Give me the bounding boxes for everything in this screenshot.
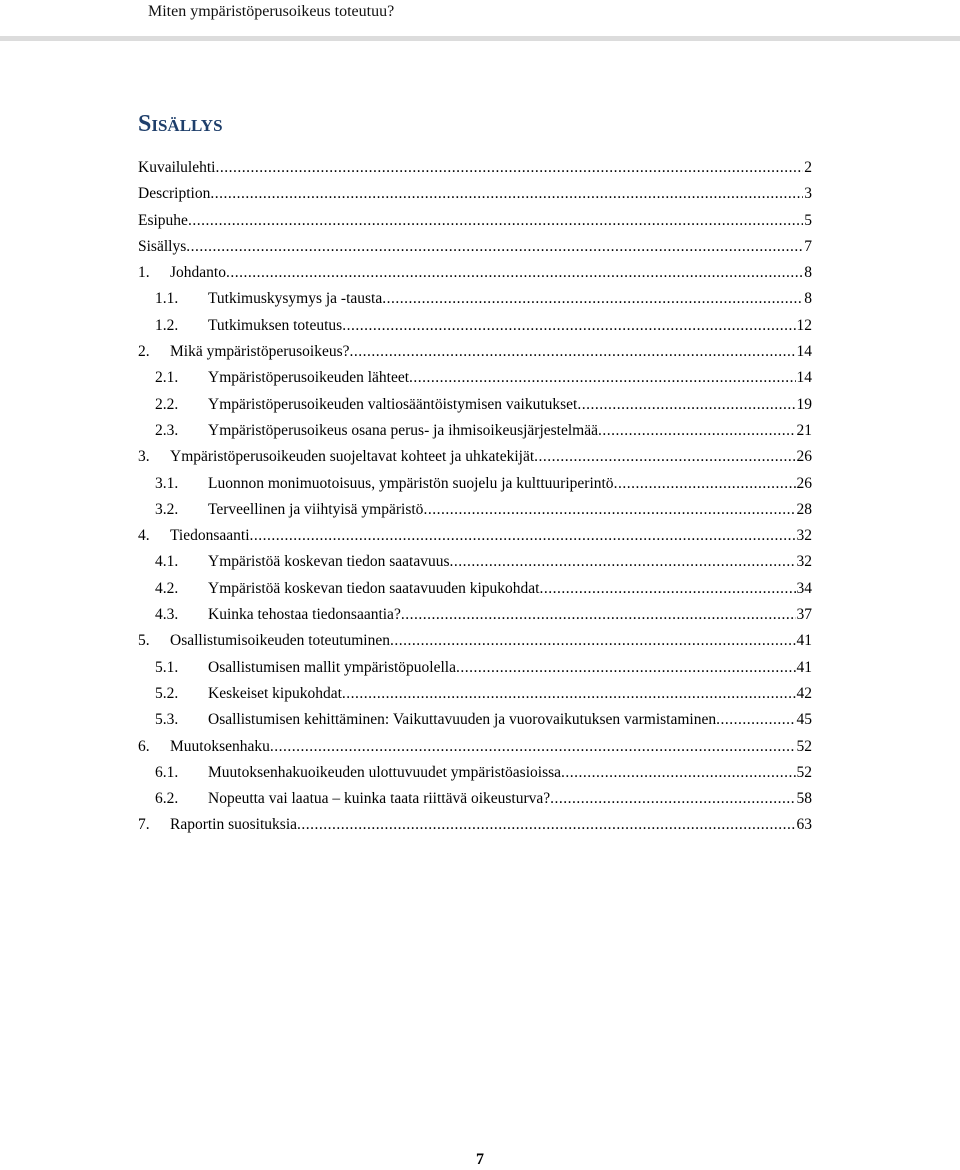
toc-entry-page[interactable]: 12 — [796, 316, 812, 334]
toc-entry[interactable] — [138, 497, 812, 523]
toc-entry[interactable] — [138, 418, 812, 444]
toc-entry[interactable] — [138, 471, 812, 497]
toc-entry-page[interactable]: 7 — [804, 237, 812, 255]
toc-entry-title[interactable]: Johdanto — [170, 264, 226, 282]
toc-entry-page[interactable]: 19 — [796, 395, 812, 413]
toc-entry-page[interactable]: 63 — [796, 816, 812, 834]
toc-entry-title[interactable]: Esipuhe — [138, 211, 188, 229]
toc-entry-title[interactable]: Tutkimuskysymys ja -tausta — [208, 290, 383, 308]
toc-entry[interactable] — [138, 260, 812, 286]
header-divider — [0, 36, 960, 41]
toc-heading: Sisällys — [138, 111, 223, 137]
toc-entry[interactable] — [138, 681, 812, 707]
toc-entry-title[interactable]: Ympäristöä koskevan tiedon saatavuuden kipukohdat — [208, 579, 540, 597]
toc-entry-number: 2. — [138, 343, 150, 361]
toc-entry-page[interactable]: 8 — [804, 290, 812, 308]
toc-entry-title[interactable]: Kuinka tehostaa tiedonsaantia? — [208, 606, 401, 624]
toc-entry-page[interactable]: 3 — [804, 185, 812, 203]
toc-entry-page[interactable]: 5 — [804, 211, 812, 229]
toc-entry-title[interactable]: Ympäristöperusoikeuden suojeltavat kohteet ja uhkatekijät — [170, 448, 535, 466]
toc-entry[interactable] — [138, 786, 812, 812]
toc-entry-number: 1. — [138, 264, 150, 282]
toc-entry-title[interactable]: Mikä ympäristöperusoikeus? — [170, 343, 350, 361]
toc-entry[interactable] — [138, 181, 812, 207]
toc-entry-number: 7. — [138, 816, 150, 834]
toc-entry-title[interactable]: Osallistumisen mallit ympäristöpuolella — [208, 658, 456, 676]
dot-leader — [342, 313, 795, 339]
dot-leader — [390, 628, 796, 654]
toc-entry-title[interactable]: Ympäristöä koskevan tiedon saatavuus — [208, 553, 450, 571]
dot-leader — [716, 707, 795, 733]
toc-entry[interactable] — [138, 234, 812, 260]
toc-entry[interactable] — [138, 655, 812, 681]
toc-entry-number: 6.1. — [155, 763, 179, 781]
toc-entry-page[interactable]: 32 — [796, 553, 812, 571]
toc-entry-number: 3.2. — [155, 500, 179, 518]
toc-entry[interactable] — [138, 365, 812, 391]
toc-entry[interactable] — [138, 760, 812, 786]
toc-entry-number: 1.1. — [155, 290, 179, 308]
toc-entry-title[interactable]: Muutoksenhakuoikeuden ulottuvuudet ympäristöasioissa — [208, 763, 562, 781]
toc-entry[interactable] — [138, 549, 812, 575]
dot-leader — [423, 497, 795, 523]
dot-leader — [456, 655, 796, 681]
running-header: Miten ympäristöperusoikeus toteutuu? — [148, 3, 395, 20]
toc-entry-title[interactable]: Nopeutta vai laatua – kuinka taata riittävä oikeusturva? — [208, 790, 551, 808]
toc-entry-page[interactable]: 8 — [804, 264, 812, 282]
toc-entry[interactable] — [138, 523, 812, 549]
toc-entry[interactable] — [138, 602, 812, 628]
toc-entry-number: 1.2. — [155, 316, 179, 334]
toc-entry-page[interactable]: 52 — [796, 763, 812, 781]
dot-leader — [186, 234, 803, 260]
dot-leader — [216, 155, 804, 181]
toc-entry-title[interactable]: Tutkimuksen toteutus — [208, 316, 343, 334]
toc-entry-title[interactable]: Osallistumisen kehittäminen: Vaikuttavuuden ja vuorovaikutuksen varmistaminen — [208, 711, 717, 729]
toc-entry-page[interactable]: 41 — [796, 632, 812, 650]
toc-entry-page[interactable]: 42 — [796, 684, 812, 702]
toc-entry-title[interactable]: Raportin suosituksia — [170, 816, 298, 834]
toc-entry[interactable] — [138, 155, 812, 181]
dot-leader — [561, 760, 795, 786]
dot-leader — [226, 260, 803, 286]
toc-entry-title[interactable]: Ympäristöperusoikeuden lähteet — [208, 369, 410, 387]
toc-entry-page[interactable]: 14 — [796, 343, 812, 361]
dot-leader — [534, 444, 795, 470]
toc-entry-page[interactable]: 32 — [796, 527, 812, 545]
toc-entry-number: 2.2. — [155, 395, 179, 413]
toc-entry-number: 4.2. — [155, 579, 179, 597]
toc-entry[interactable] — [138, 576, 812, 602]
toc-entry-number: 3.1. — [155, 474, 179, 492]
dot-leader — [614, 471, 796, 497]
toc-entry-title[interactable]: Keskeiset kipukohdat — [208, 684, 342, 702]
dot-leader — [401, 602, 796, 628]
toc-entry-number: 5. — [138, 632, 150, 650]
toc-entry[interactable] — [138, 392, 812, 418]
dot-leader — [550, 786, 795, 812]
toc-entry-number: 4.3. — [155, 606, 179, 624]
dot-leader — [297, 812, 795, 838]
toc-entry[interactable] — [138, 444, 812, 470]
toc-entry[interactable] — [138, 208, 812, 234]
toc-entry-page[interactable]: 37 — [796, 606, 812, 624]
dot-leader — [188, 208, 803, 234]
toc-entry-page[interactable]: 21 — [796, 421, 812, 439]
toc-entry-page[interactable]: 14 — [796, 369, 812, 387]
toc-entry[interactable] — [138, 812, 812, 838]
toc-entry[interactable] — [138, 339, 812, 365]
toc-entry-title[interactable]: Osallistumisoikeuden toteutuminen — [170, 632, 390, 650]
toc-entry[interactable] — [138, 734, 812, 760]
toc-entry-number: 4. — [138, 527, 150, 545]
toc-entry-number: 6. — [138, 737, 150, 755]
toc-entry-page[interactable]: 28 — [796, 500, 812, 518]
table-of-contents — [138, 155, 812, 839]
toc-entry[interactable] — [138, 628, 812, 654]
dot-leader — [382, 286, 803, 312]
toc-entry-title[interactable]: Sisällys — [138, 237, 187, 255]
toc-entry-page[interactable]: 52 — [796, 737, 812, 755]
toc-entry-number: 4.1. — [155, 553, 179, 571]
toc-entry-number: 2.3. — [155, 421, 179, 439]
toc-entry-page[interactable]: 45 — [796, 711, 812, 729]
dot-leader — [598, 418, 796, 444]
dot-leader — [449, 549, 795, 575]
toc-entry-title[interactable]: Luonnon monimuotoisuus, ympäristön suojelu ja kulttuuriperintö — [208, 474, 614, 492]
toc-entry-number: 3. — [138, 448, 150, 466]
toc-entry-title[interactable]: Tiedonsaanti — [170, 527, 250, 545]
toc-entry-number: 5.3. — [155, 711, 179, 729]
toc-entry-page[interactable]: 41 — [796, 658, 812, 676]
toc-entry[interactable] — [138, 286, 812, 312]
dot-leader — [342, 681, 796, 707]
page-number: 7 — [476, 1151, 484, 1168]
toc-entry-page[interactable]: 26 — [796, 474, 812, 492]
dot-leader — [350, 339, 796, 365]
dot-leader — [409, 365, 795, 391]
toc-entry[interactable] — [138, 707, 812, 733]
toc-entry-number: 5.1. — [155, 658, 179, 676]
toc-entry-title[interactable]: Terveellinen ja viihtyisä ympäristö — [208, 500, 424, 518]
toc-entry-number: 6.2. — [155, 790, 179, 808]
toc-entry-page[interactable]: 34 — [796, 579, 812, 597]
toc-entry-number: 2.1. — [155, 369, 179, 387]
dot-leader — [250, 523, 796, 549]
toc-entry-page[interactable]: 26 — [796, 448, 812, 466]
toc-entry-page[interactable]: 2 — [804, 159, 812, 176]
toc-entry-title[interactable]: Ympäristöperusoikeus osana perus- ja ihmisoikeusjärjestelmää — [208, 421, 598, 439]
toc-entry-title[interactable]: Ympäristöperusoikeuden valtiosääntöistymisen vaikutukset — [208, 395, 578, 413]
toc-entry-title[interactable]: Kuvailulehti — [138, 159, 216, 176]
dot-leader — [577, 392, 795, 418]
toc-entry-page[interactable]: 58 — [796, 790, 812, 808]
dot-leader — [539, 576, 795, 602]
toc-entry-title[interactable]: Muutoksenhaku — [170, 737, 270, 755]
dot-leader — [270, 734, 796, 760]
dot-leader — [210, 181, 803, 207]
toc-entry-number: 5.2. — [155, 684, 179, 702]
toc-entry[interactable] — [138, 313, 812, 339]
toc-entry-title[interactable]: Description — [138, 185, 211, 203]
